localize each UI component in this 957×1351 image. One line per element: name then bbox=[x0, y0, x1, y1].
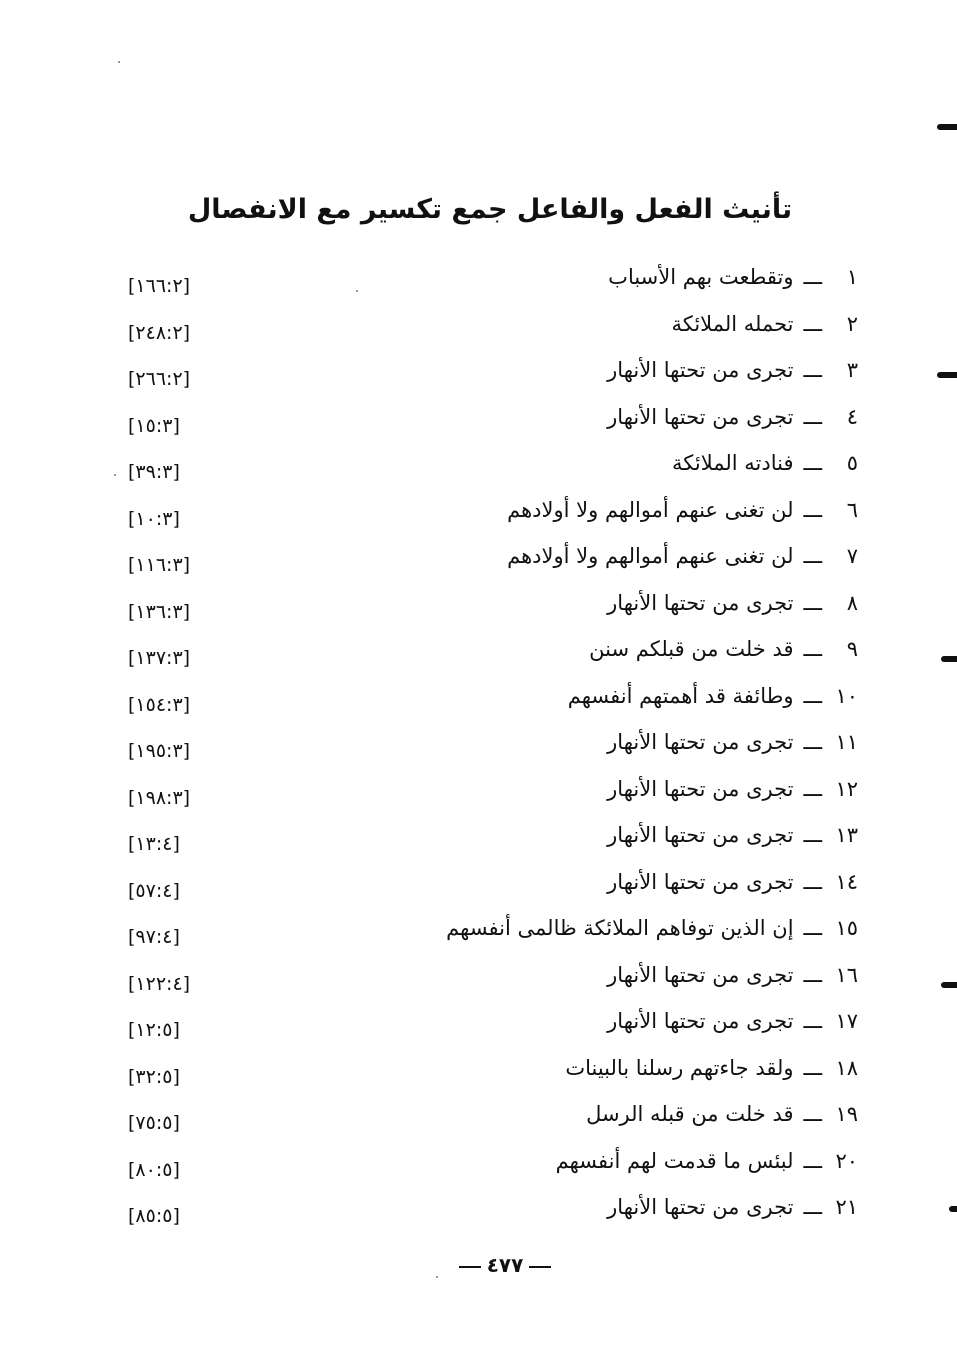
entry-dash: ـــ bbox=[803, 451, 822, 475]
entry-phrase: قد خلت من قبله الرسل bbox=[586, 1102, 794, 1126]
entry-line bbox=[607, 1005, 858, 1037]
entry-line bbox=[607, 401, 858, 433]
entry-number: ٢ bbox=[846, 311, 858, 336]
entry-phrase: لن تغنى عنهم أموالهم ولا أولادهم bbox=[507, 544, 794, 568]
list-item bbox=[100, 676, 870, 723]
entry-phrase: تجرى من تحتها الأنهار bbox=[607, 1195, 794, 1219]
list-item bbox=[100, 955, 870, 1002]
entry-dash: ـــ bbox=[803, 311, 822, 336]
page-title: تأنيث الفعل والفاعل جمع تكسير مع الانفصال bbox=[187, 194, 793, 226]
entry-line bbox=[446, 912, 858, 944]
entry-number: ١٧ bbox=[835, 1009, 858, 1033]
entry-number: ٩ bbox=[846, 637, 858, 661]
entry-line bbox=[507, 540, 858, 572]
entry-dash: ـــ bbox=[803, 1055, 822, 1080]
verse-reference: [١٢٢:٤] bbox=[128, 972, 191, 995]
entry-number: ١٤ bbox=[835, 869, 858, 894]
entry-line bbox=[607, 726, 858, 758]
entry-number: ١٨ bbox=[835, 1055, 858, 1080]
entry-line bbox=[607, 773, 858, 805]
verse-reference: [١٣٧:٣] bbox=[128, 647, 191, 669]
page-number: ٤٧٧ bbox=[486, 1253, 524, 1277]
entry-dash: ـــ bbox=[803, 916, 822, 940]
list-item bbox=[100, 304, 870, 351]
entry-number: ١٩ bbox=[835, 1102, 858, 1126]
verse-reference: [١٥٤:٣] bbox=[128, 693, 191, 716]
entry-phrase: تحمله الملائكة bbox=[671, 311, 794, 336]
entry-number: ٢١ bbox=[835, 1195, 858, 1219]
entry-number: ١٦ bbox=[835, 962, 858, 987]
entry-dash: ـــ bbox=[803, 544, 822, 568]
entry-phrase: وتقطعت بهم الأسباب bbox=[608, 265, 794, 289]
list-item bbox=[100, 350, 870, 397]
list-item bbox=[100, 443, 870, 490]
entry-number: ٢٠ bbox=[835, 1148, 858, 1173]
entry-dash: ـــ bbox=[803, 776, 822, 801]
footer-dash-right bbox=[529, 1266, 551, 1268]
verse-reference: [١٣:٤] bbox=[128, 833, 180, 855]
entry-phrase: وطائفة قد أهمتهم أنفسهم bbox=[567, 683, 794, 708]
verse-reference: [١٢:٥] bbox=[128, 1019, 180, 1041]
verse-reference: [٧٥:٥] bbox=[128, 1112, 180, 1134]
verse-reference: [١٩٨:٣] bbox=[128, 786, 191, 809]
entry-number: ٥ bbox=[846, 451, 858, 475]
list-item bbox=[100, 583, 870, 630]
entry-phrase: لن تغنى عنهم أموالهم ولا أولادهم bbox=[507, 497, 794, 522]
margin-mark bbox=[941, 982, 957, 988]
entry-dash: ـــ bbox=[803, 1102, 822, 1126]
entry-line bbox=[607, 866, 858, 898]
verse-reference: [٨٠:٥] bbox=[128, 1158, 180, 1181]
list-item bbox=[100, 1141, 870, 1188]
entry-phrase: تجرى من تحتها الأنهار bbox=[607, 730, 794, 754]
scan-speck bbox=[118, 61, 120, 63]
entry-dash: ـــ bbox=[803, 823, 822, 847]
margin-mark bbox=[937, 372, 957, 378]
list-item bbox=[100, 536, 870, 583]
entry-dash: ـــ bbox=[803, 869, 822, 894]
entry-line bbox=[589, 633, 858, 665]
entry-dash: ـــ bbox=[803, 637, 822, 661]
list-item bbox=[100, 1048, 870, 1095]
verse-reference: [١٩٥:٣] bbox=[128, 740, 191, 762]
entry-line bbox=[568, 680, 858, 712]
verse-reference: [٨٥:٥] bbox=[128, 1205, 180, 1227]
entry-number: ١١ bbox=[835, 730, 858, 754]
entry-list bbox=[100, 257, 870, 1234]
entry-line bbox=[556, 1145, 858, 1177]
list-item bbox=[100, 490, 870, 537]
verse-reference: [٣٩:٣] bbox=[128, 461, 180, 483]
verse-reference: [٩٧:٤] bbox=[128, 926, 180, 948]
list-item bbox=[100, 862, 870, 909]
page-number-footer bbox=[440, 1248, 570, 1282]
entry-line bbox=[607, 1191, 858, 1223]
list-item bbox=[100, 1094, 870, 1141]
entry-number: ١٣ bbox=[835, 823, 858, 847]
entry-dash: ـــ bbox=[803, 358, 822, 382]
entry-number: ١٢ bbox=[835, 776, 858, 801]
entry-phrase: تجرى من تحتها الأنهار bbox=[607, 358, 794, 382]
entry-line bbox=[586, 1098, 858, 1130]
list-item bbox=[100, 397, 870, 444]
verse-reference: [٢٤٨:٢] bbox=[128, 321, 191, 344]
entry-line bbox=[507, 494, 858, 526]
entry-number: ٤ bbox=[846, 404, 858, 429]
verse-reference: [٣٢:٥] bbox=[128, 1065, 180, 1088]
entry-phrase: ولقد جاءتهم رسلنا بالبينات bbox=[565, 1055, 794, 1080]
entry-number: ١٠ bbox=[835, 683, 858, 708]
verse-reference: [١١٦:٣] bbox=[128, 554, 191, 576]
entry-dash: ـــ bbox=[803, 1009, 822, 1033]
entry-phrase: إن الذين توفاهم الملائكة ظالمى أنفسهم bbox=[446, 916, 794, 940]
entry-dash: ـــ bbox=[803, 265, 822, 289]
entry-phrase: فنادته الملائكة bbox=[672, 451, 794, 475]
scan-speck bbox=[436, 1276, 438, 1278]
entry-dash: ـــ bbox=[803, 962, 822, 987]
list-item bbox=[100, 629, 870, 676]
entry-number: ٧ bbox=[846, 544, 858, 568]
margin-mark bbox=[949, 1206, 957, 1212]
verse-reference: [١٦٦:٢] bbox=[128, 275, 191, 297]
margin-mark bbox=[937, 124, 957, 130]
entry-phrase: تجرى من تحتها الأنهار bbox=[607, 404, 794, 429]
entry-number: ٦ bbox=[846, 497, 858, 522]
verse-reference: [١٠:٣] bbox=[128, 507, 180, 530]
entry-line bbox=[671, 308, 858, 340]
entry-phrase: تجرى من تحتها الأنهار bbox=[607, 776, 794, 801]
footer-dash-left bbox=[459, 1266, 481, 1268]
entry-line bbox=[672, 447, 858, 479]
verse-reference: [١٥:٣] bbox=[128, 414, 180, 437]
entry-number: ٨ bbox=[846, 590, 858, 615]
margin-mark bbox=[941, 656, 957, 662]
entry-dash: ـــ bbox=[803, 404, 822, 429]
entry-line bbox=[607, 354, 858, 386]
entry-dash: ـــ bbox=[803, 497, 822, 522]
entry-dash: ـــ bbox=[803, 1148, 822, 1173]
entry-phrase: قد خلت من قبلكم سنن bbox=[589, 637, 794, 661]
entry-number: ١٥ bbox=[835, 916, 858, 940]
entry-line bbox=[608, 261, 858, 293]
entry-line bbox=[565, 1052, 858, 1084]
entry-number: ٣ bbox=[846, 358, 858, 382]
entry-line bbox=[607, 587, 858, 619]
verse-reference: [١٣٦:٣] bbox=[128, 600, 191, 623]
entry-phrase: تجرى من تحتها الأنهار bbox=[607, 590, 794, 615]
entry-phrase: تجرى من تحتها الأنهار bbox=[607, 1009, 794, 1033]
entry-dash: ـــ bbox=[803, 730, 822, 754]
scan-speck bbox=[356, 290, 358, 292]
entry-dash: ـــ bbox=[803, 1195, 822, 1219]
verse-reference: [٥٧:٤] bbox=[128, 879, 180, 902]
list-item bbox=[100, 1187, 870, 1234]
list-item bbox=[100, 769, 870, 816]
list-item bbox=[100, 815, 870, 862]
entry-number: ١ bbox=[846, 265, 858, 289]
entry-phrase: تجرى من تحتها الأنهار bbox=[607, 962, 794, 987]
list-item bbox=[100, 722, 870, 769]
entry-line bbox=[607, 819, 858, 851]
verse-reference: [٢٦٦:٢] bbox=[128, 368, 191, 390]
list-item bbox=[100, 257, 870, 304]
list-item bbox=[100, 908, 870, 955]
entry-phrase: تجرى من تحتها الأنهار bbox=[607, 869, 794, 894]
entry-phrase: تجرى من تحتها الأنهار bbox=[607, 823, 794, 847]
list-item bbox=[100, 1001, 870, 1048]
entry-line bbox=[607, 959, 858, 991]
entry-dash: ـــ bbox=[803, 683, 822, 708]
entry-dash: ـــ bbox=[803, 590, 822, 615]
entry-phrase: لبئس ما قدمت لهم أنفسهم bbox=[555, 1148, 794, 1173]
scan-speck bbox=[114, 474, 116, 476]
